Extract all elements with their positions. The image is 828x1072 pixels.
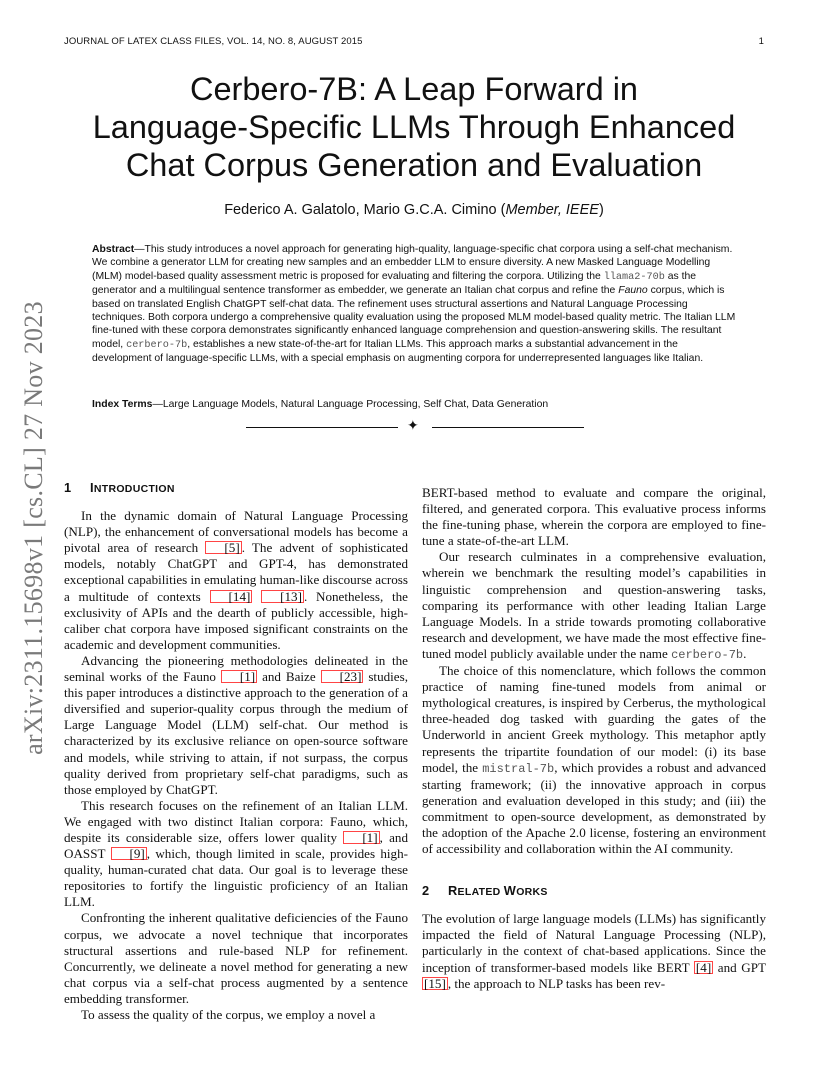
paragraph: This research focuses on the refinement of an Italian LLM. We engaged with two distinct Italian corpora: Fauno, which, despite its considerable size, offers lower quality [1] , and OASST [9] , which, though limited in scale, provides high-quality, human-curated chat data. Our goal is to leverage these repositories to fortify the linguistic proficiency of an Italian LLM. [64,797,408,910]
section-heading-introduction [64,480,408,497]
section-title-initial: W [503,883,517,899]
divider-line-left [246,427,398,428]
abstract-text: , establishes a new state-of-the-art for Italian LLMs. This approach marks a substantial advancement in the development of language-specific LLMs, with a special emphasis on augmenting corpora for underrepresented languages like Italian. [92,338,704,365]
section-title-rest: ELATED [457,886,504,899]
inline-code: cerbero-7b [671,647,744,662]
diamond-star-icon: ✦ [407,418,419,434]
paragraph: BERT-based method to evaluate and compare the original, filtered, and generated corpora. This evaluative process informs the fine-tuning phase, wherein the corpora are employed to fine-tune a state-of-the-art LLM. [422,485,766,549]
page-number: 1 [758,36,764,47]
paragraph: The choice of this nomenclature, which follows the common practice of naming fine-tuned models from animal or mythological creatures, is inspired by Cerberus, the mythological three-headed dog tasked with guarding the gates of the Underworld in ancient Greek mythology. This metaphor aptly represents the tripartite foundation of our model: (i) its base model, the mistral-7b, which provides a robust and advanced starting framework; (ii) the innovative approach in corpus generation and evaluation developed in this study; and (iii) the commitment to open-source development, as demonstrated by the adoption of the Apache 2.0 license, fostering an environment of accessibility and collaboration within the AI community. [422,663,766,857]
paper-title [60,70,768,184]
citation-link[interactable]: [1] [221,670,257,683]
paragraph: In the dynamic domain of Natural Language Processing (NLP), the enhancement of conversational models has become a pivotal area of research [5] . The advent of sophisticated models, notably ChatGPT and GPT-4, has demonstrated exceptional capabilities in emulating human-like discourse across a multitude of contexts [14] [13] . Nonetheless, the exclusivity of APIs and the dearth of publicly accessible, high-caliber chat corpora have imposed significant constraints on the academic and development communities. [64,508,408,652]
index-terms-text: —Large Language Models, Natural Language Processing, Self Chat, Data Generation [152,399,549,410]
right-column [422,485,766,992]
paragraph: Advancing the pioneering methodologies delineated in the seminal works of the Fauno [1] and Baize [23] studies, this paper introduces a distinctive approach to the generation of a diversified and superior-quality corpus through the medium of Large Language Model (LLM) self-chat. Our method is characterized by its exclusive reliance on open-source software and models, while striving to attain, if not surpass, the corpus quality derived from proprietary self-chat paradigms, such as those employed by ChatGPT. [64,652,408,797]
title-line-2: Language-Specific LLMs Through Enhanced [92,109,736,145]
paragraph: Confronting the inherent qualitative deficiencies of the Fauno corpus, we advocate a novel technique that incorporates structural assertions and rule-based NLP for refinement. Concurrently, we delineate a novel method for generating a new chat corpus via a self-chat process augmented by a sentence embedding transformer. [64,910,408,1006]
citation-link[interactable]: [23] [321,670,364,683]
index-terms-label: Index Terms [92,399,153,410]
journal-header: JOURNAL OF LATEX CLASS FILES, VOL. 14, NO. 8, AUGUST 2015 [64,36,363,47]
citation-link[interactable]: [4] [695,959,712,975]
section-title-rest: ORKS [516,886,548,899]
arxiv-identifier: arXiv:2311.15698v1 [cs.CL] 27 Nov 2023 [19,301,48,755]
title-line-1: Cerbero-7B: A Leap Forward in [189,71,639,107]
divider-line-right [432,427,584,428]
citation-link[interactable]: [9] [111,847,147,860]
citation-link[interactable]: [15] [424,975,446,991]
index-terms [92,399,738,410]
author-membership: Member, IEEE [505,202,599,218]
inline-code: cerbero-7b [126,339,188,351]
citation-link[interactable]: [14] [210,590,253,603]
section-number: 2 [422,883,430,899]
abstract [92,243,738,366]
citation-link[interactable]: [5] [205,541,241,554]
citation-link[interactable]: [1] [343,831,379,844]
title-line-3: Chat Corpus Generation and Evaluation [125,147,703,183]
abstract-text: corpus, which is based on translated English ChatGPT self-chat data. The refinement uses structural assertions and Natural Language Processing techniques. Both corpora undergo a comprehensive quality evaluation using the proposed MLM model-based quality metric. The Italian LLM fine-tuned with these corpora demonstrates significantly enhanced language comprehension and question-answering skills. The resultant model, [92,285,736,350]
left-column [64,480,408,1023]
abstract-text: —This study introduces a novel approach for generating high-quality, language-specific chat corpora using a self-chat mechanism. We combine a generator LLM for creating new samples and an embedder LLM to ensure diversity. A new Masked Language Modelling (MLM) model-based quality assessment metric is proposed for evaluating and filtering the corpora. Utilizing the [92,244,733,282]
paragraph: Our research culminates in a comprehensive evaluation, wherein we benchmark the resulting model’s capabilities in linguistic comprehension and question-answering tasks, comparing its performance with other leading Italian Large Language Models. In a stride towards promoting collaborative research and development, we have made the most effective fine-tuned model publicly available under the name cerbero-7b. [422,549,766,662]
paragraph: The evolution of large language models (LLMs) has significantly impacted the field of Natural Language Processing (NLP), particularly in the context of chat-based applications. Since the inception of transformer-based models like BERT [4] and GPT [15] , the approach to NLP tasks has been rev- [422,911,766,991]
author-names: Federico A. Galatolo, Mario G.C.A. Cimino ( [224,202,506,218]
arxiv-sidebar [20,283,48,773]
abstract-text: as the generator and a multilingual sentence transformer as embedder, we generate an Italian chat corpus and refine the [92,270,697,297]
inline-code: mistral-7b [482,761,555,776]
section-divider [246,418,584,434]
section-title-initial: R [448,883,458,899]
abstract-italic: Fauno [618,285,648,297]
running-header [64,36,764,47]
section-title-initial: I [90,480,94,495]
citation-link[interactable]: [13] [261,590,304,603]
author-close: ) [598,202,604,218]
section-number: 1 [64,480,72,495]
section-title-rest: NTRODUCTION [93,483,175,495]
paragraph: To assess the quality of the corpus, we employ a novel a [81,1007,376,1022]
section-heading-related-works [422,883,766,900]
author-list [60,202,768,218]
inline-code: llama2-70b [603,271,665,283]
abstract-label: Abstract [92,244,135,255]
